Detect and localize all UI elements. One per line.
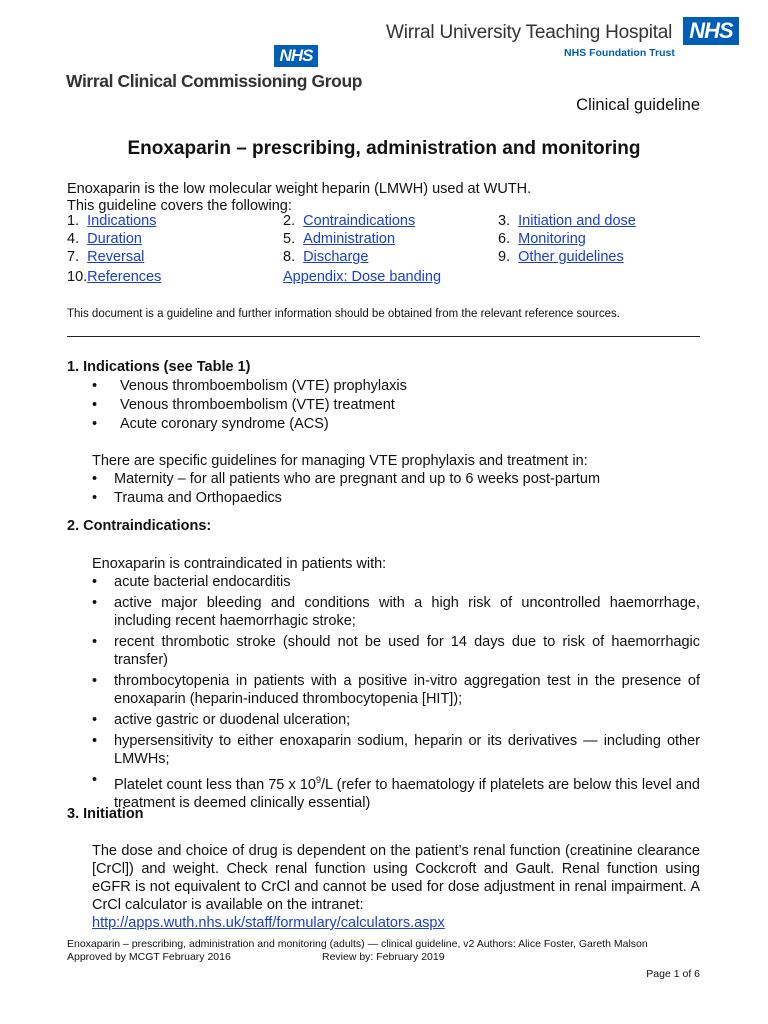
list-item-text: Venous thromboembolism (VTE) treatment	[120, 397, 395, 413]
list-item-text: Acute coronary syndrome (ACS)	[120, 416, 329, 432]
toc-number: 6.	[498, 231, 511, 247]
crcl-calculator-link[interactable]: http://apps.wuth.nhs.uk/staff/formulary/calculators.aspx	[92, 915, 445, 931]
toc-row	[67, 249, 687, 267]
toc-link-appendix-dose-banding[interactable]: Appendix: Dose banding	[283, 269, 442, 285]
bullet-icon: •	[92, 378, 98, 394]
bullet-icon: •	[92, 490, 98, 506]
toc-item	[67, 249, 144, 265]
intro-line-2: This guideline covers the following:	[67, 198, 292, 214]
footer-review: Review by: February 2019	[322, 951, 445, 963]
list-item-text: recent thrombotic stroke (should not be used for 14 days due to risk of haemorrhagic transfer)	[114, 634, 700, 668]
toc-link-administration[interactable]: Administration	[303, 231, 396, 247]
list-item	[92, 771, 700, 812]
disclaimer: This document is a guideline and further information should be obtained from the relevant reference sources.	[67, 308, 620, 320]
toc-number: 7.	[67, 249, 80, 265]
toc-item	[283, 231, 395, 247]
toc-number: 1.	[67, 213, 80, 229]
contraindications-intro: Enoxaparin is contraindicated in patients with:	[92, 556, 387, 572]
bullet-icon: •	[92, 634, 98, 650]
toc-item	[498, 213, 636, 229]
list-item	[92, 573, 700, 591]
bullet-icon: •	[92, 416, 98, 432]
toc-number: 4.	[67, 231, 80, 247]
list-item-text: thrombocytopenia in patients with a positive in-vitro aggregation test in the presence of enoxaparin (heparin-induced thrombocytopenia [HIT]);	[114, 673, 700, 707]
toc-item	[283, 213, 415, 229]
indications-list	[92, 377, 692, 433]
platelet-text-rest: /L (refer to haematology if platelets are below this level and treatment is deemed clinically essential)	[114, 776, 700, 811]
toc-item	[67, 269, 161, 285]
toc-number: 3.	[498, 213, 511, 229]
toc-link-reversal[interactable]: Reversal	[87, 249, 145, 265]
toc-link-other-guidelines[interactable]: Other guidelines	[518, 249, 624, 265]
toc-link-references[interactable]: References	[87, 269, 162, 285]
list-item-text	[114, 777, 700, 811]
section-heading-indications: 1. Indications (see Table 1)	[67, 359, 251, 375]
bullet-icon: •	[92, 733, 98, 749]
list-item	[92, 594, 700, 630]
toc-number: 5.	[283, 231, 296, 247]
toc-item	[283, 269, 441, 285]
contraindications-list	[92, 573, 700, 812]
toc-item	[67, 213, 156, 229]
bullet-icon: •	[92, 772, 98, 788]
toc-link-contraindications[interactable]: Contraindications	[303, 213, 416, 229]
list-item	[92, 489, 702, 507]
specific-guidelines-intro: There are specific guidelines for managing VTE prophylaxis and treatment in:	[92, 453, 588, 469]
intro-line-1: Enoxaparin is the low molecular weight heparin (LMWH) used at WUTH.	[67, 181, 532, 197]
bullet-icon: •	[92, 471, 98, 487]
toc-item	[67, 231, 142, 247]
divider	[67, 336, 700, 337]
list-item	[92, 633, 700, 669]
bullet-icon: •	[92, 673, 98, 689]
initiation-paragraph: The dose and choice of drug is dependent on the patient’s renal function (creatinine clearance [CrCl]) and weight. Check renal function using Cockcroft and Gault. Renal function using eGFR is not equivalent to CrCl and cannot be used for dose adjustment in renal impairment. A CrCl calculator is available on the intranet:	[92, 843, 700, 913]
list-item-text: Trauma and Orthopaedics	[114, 490, 282, 506]
toc-row	[67, 231, 687, 249]
toc-link-duration[interactable]: Duration	[87, 231, 142, 247]
nhs-mark: NHS	[689, 18, 733, 43]
list-item	[92, 377, 692, 395]
platelet-exponent: 9	[315, 775, 321, 785]
toc-number: 2.	[283, 213, 296, 229]
toc-item	[283, 249, 368, 265]
platelet-text: Platelet count less than 75 x 10	[114, 776, 316, 793]
toc-number: 8.	[283, 249, 296, 265]
list-item-text: Maternity – for all patients who are pregnant and up to 6 weeks post-partum	[114, 471, 601, 487]
toc-link-monitoring[interactable]: Monitoring	[518, 231, 586, 247]
list-item	[92, 470, 702, 488]
list-item-text: Venous thromboembolism (VTE) prophylaxis	[120, 378, 407, 394]
section-heading-contraindications: 2. Contraindications:	[67, 518, 212, 534]
toc-item	[498, 231, 586, 247]
toc-row	[67, 269, 687, 287]
nhs-logo-hospital	[683, 17, 739, 45]
section-heading-initiation: 3. Initiation	[67, 806, 144, 822]
toc-link-discharge[interactable]: Discharge	[303, 249, 369, 265]
list-item-text: hypersensitivity to either enoxaparin sodium, heparin or its derivatives — including other LMWHs;	[114, 733, 700, 767]
bullet-icon: •	[92, 574, 98, 590]
toc-link-initiation-dose[interactable]: Initiation and dose	[518, 213, 636, 229]
trust-name: NHS Foundation Trust	[564, 47, 675, 59]
page-number: Page 1 of 6	[646, 968, 700, 980]
nhs-mark: NHS	[279, 46, 313, 65]
nhs-logo-ccg	[274, 45, 318, 67]
list-item	[92, 396, 692, 414]
document-type: Clinical guideline	[576, 96, 700, 114]
toc-row	[67, 213, 687, 231]
list-item	[92, 415, 692, 433]
list-item-text: active gastric or duodenal ulceration;	[114, 712, 351, 728]
list-item-text: acute bacterial endocarditis	[114, 574, 291, 590]
list-item	[92, 672, 700, 708]
bullet-icon: •	[92, 712, 98, 728]
list-item	[92, 732, 700, 768]
ccg-name: Wirral Clinical Commissioning Group	[66, 71, 363, 91]
specific-guidelines-list	[92, 470, 702, 507]
bullet-icon: •	[92, 595, 98, 611]
toc-number: 10.	[67, 269, 88, 285]
toc-link-indications[interactable]: Indications	[87, 213, 157, 229]
toc-number: 9.	[498, 249, 511, 265]
hospital-name: Wirral University Teaching Hospital	[386, 22, 673, 43]
footer-line: Enoxaparin – prescribing, administration and monitoring (adults) — clinical guideline, v2 Authors: Alice Foster, Gareth Malson	[67, 938, 648, 950]
footer-approved: Approved by MCGT February 2016	[67, 951, 231, 963]
bullet-icon: •	[92, 397, 98, 413]
toc-item	[498, 249, 624, 265]
list-item	[92, 711, 700, 729]
page-title: Enoxaparin – prescribing, administration and monitoring	[127, 138, 641, 159]
list-item-text: active major bleeding and conditions with a high risk of uncontrolled haemorrhage, including recent haemorrhagic stroke;	[114, 595, 700, 629]
